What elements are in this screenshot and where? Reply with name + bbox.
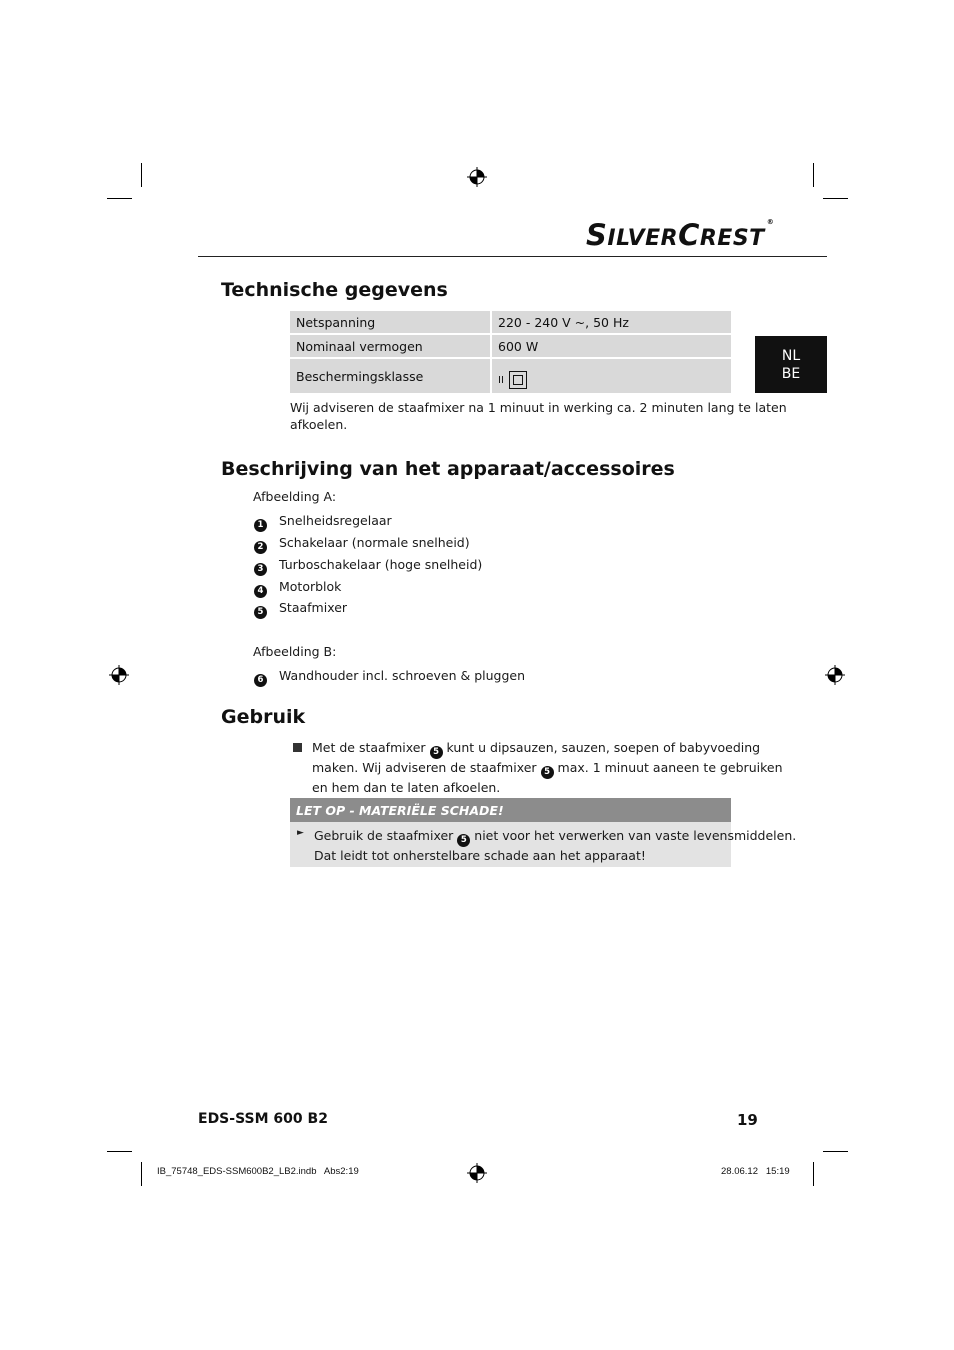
cooling-note: Wij adviseren de staafmixer na 1 minuut in werking ca. 2 minuten lang te laten afkoelen.	[290, 400, 787, 432]
figure-a-label: Afbeelding A:	[253, 489, 337, 504]
list-item: 1 Snelheidsregelaar	[254, 513, 392, 532]
registration-mark-icon	[467, 1163, 487, 1183]
list-item: 4 Motorblok	[254, 579, 341, 598]
list-item: 2 Schakelaar (normale snelheid)	[254, 535, 470, 554]
number-badge: 4	[254, 585, 267, 598]
brand-logo: SILVERCREST®	[586, 218, 775, 252]
section-title-desc: Beschrijving van het apparaat/accessoires	[221, 458, 675, 480]
bullet-square-icon	[293, 743, 302, 752]
section-title-use: Gebruik	[221, 706, 306, 728]
figure-b-label: Afbeelding B:	[253, 644, 337, 659]
crop-mark	[107, 198, 132, 199]
spec-value	[492, 359, 731, 393]
list-item: 6 Wandhouder incl. schroeven & pluggen	[254, 668, 525, 687]
spec-value: 220 - 240 V ~, 50 Hz	[492, 311, 731, 333]
section-title-tech: Technische gegevens	[221, 279, 448, 301]
number-badge: 5	[254, 606, 267, 619]
number-badge: 1	[254, 519, 267, 532]
print-slug-file: IB_75748_EDS-SSM600B2_LB2.indb Abs2:19	[157, 1166, 359, 1177]
print-slug-date: 28.06.12 15:19	[721, 1166, 790, 1177]
crop-mark	[107, 1151, 132, 1152]
number-badge: 2	[254, 541, 267, 554]
crop-mark	[141, 163, 142, 187]
crop-mark	[823, 1151, 848, 1152]
page-number: 19	[737, 1111, 758, 1129]
spec-table	[290, 311, 731, 395]
crop-mark	[813, 163, 814, 187]
table-row	[290, 335, 731, 357]
header-rule	[198, 256, 827, 257]
number-badge: 5	[430, 746, 443, 759]
table-row	[290, 359, 731, 393]
registration-mark-icon	[825, 665, 845, 685]
language-tab: NL BE	[755, 336, 827, 393]
crop-mark	[823, 198, 848, 199]
spec-label: Nominaal vermogen	[290, 335, 490, 357]
spec-value: 600 W	[492, 335, 731, 357]
registration-mark-icon	[109, 665, 129, 685]
warning-title: LET OP - MATERIËLE SCHADE!	[290, 798, 731, 822]
number-badge: 5	[541, 766, 554, 779]
number-badge: 6	[254, 674, 267, 687]
registration-mark-icon	[467, 167, 487, 187]
arrow-right-icon: ►	[297, 828, 304, 838]
protection-class-icon	[509, 371, 527, 389]
number-badge: 3	[254, 563, 267, 576]
spec-label: Beschermingsklasse	[290, 359, 490, 393]
list-item: 5 Staafmixer	[254, 600, 347, 619]
table-row	[290, 311, 731, 333]
usage-paragraph: Met de staafmixer 5 kunt u dipsauzen, sauzen, soepen of babyvoeding maken. Wij adviseren de staafmixer 5 max. 1 minuut aaneen te gebruiken en hem dan te laten afkoelen.	[312, 740, 783, 795]
crop-mark	[141, 1162, 142, 1186]
model-number: EDS-SSM 600 B2	[198, 1111, 328, 1127]
crop-mark	[813, 1162, 814, 1186]
number-badge: 5	[457, 834, 470, 847]
list-item: 3 Turboschakelaar (hoge snelheid)	[254, 557, 482, 576]
protection-class-text: II	[498, 374, 504, 386]
warning-text: Gebruik de staafmixer 5 niet voor het verwerken van vaste levensmiddelen. Dat leidt tot onherstelbare schade aan het apparaat!	[314, 828, 797, 863]
spec-label: Netspanning	[290, 311, 490, 333]
